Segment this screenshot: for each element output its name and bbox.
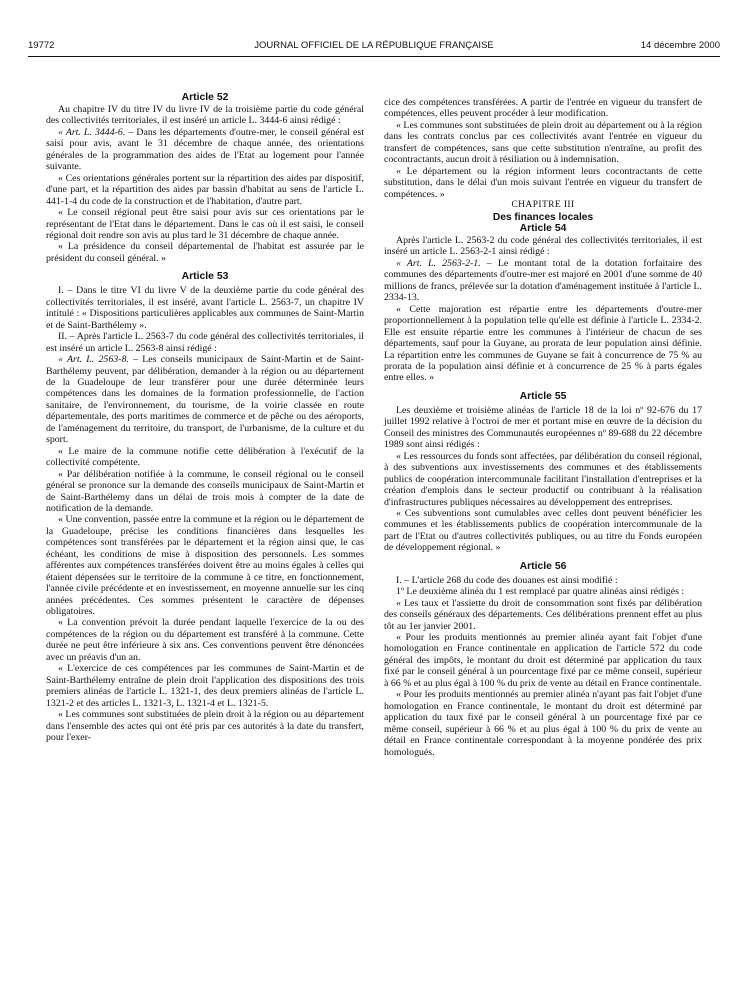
continued-paragraph: cice des compétences transférées. A partir de l'entrée en vigueur du transfert de compétences, elles peuvent procéder à leur modification. (384, 97, 702, 120)
article-56-paragraph: I. – L'article 268 du code des douanes est ainsi modifié : (396, 574, 618, 586)
article-53-paragraph: « Les communes sont substituées de plein droit au département ou à la région dans les contrats conclus par ces collectivités avant l'entrée en vigueur du transfert de compétences, sans que cette substitution n'entraîne, au profit des cocontractants, aucun droit à résiliation ou à indemnisation. (384, 119, 702, 166)
right-column (384, 97, 702, 758)
article-52-title: Article 52 (181, 92, 229, 103)
article-53-paragraph: II. – Après l'article L. 2563-7 du code général des collectivités territoriales, il est inséré un article L. 2563-8 ainsi rédigé : (46, 331, 364, 354)
header-rule (28, 56, 720, 57)
page-header (28, 40, 720, 56)
issue-date: 14 décembre 2000 (640, 40, 720, 51)
article-54-paragraph: Après l'article L. 2563-2 du code général des collectivités territoriales, il est inséré un article L. 2563-2-1 ainsi rédigé : (384, 234, 702, 258)
article-54-title: Article 54 (519, 222, 567, 234)
article-55-title: Article 55 (519, 390, 567, 402)
article-56-paragraph: 1º Le deuxième alinéa du 1 est remplacé par quatre alinéas ainsi rédigés : (396, 586, 685, 598)
article-54-paragraph (384, 258, 702, 304)
article-56-paragraph: « Pour les produits mentionnés au premier alinéa n'ayant pas fait l'objet d'une homologation en France continentale, le montant du droit est déterminé par application du taux fixé par le conseil général à un pourcentage fixé par ce même conseil, supérieur à 66 % et au plus égal à 100 % du prix de vente au détail en France continentale correspondant à la moyenne pondérée des prix homologués. (384, 689, 702, 758)
article-56-paragraph: « Pour les produits mentionnés au premier alinéa ayant fait l'objet d'une homologation en France continentale en application de l'article 572 du code général des impôts, le montant du droit est déterminé par application du taux fixé par le conseil général à un pourcentage fixé par ce même conseil, supérieur à 66 % et au plus égal à 100 % du prix de vente au détail en France continentale. (384, 632, 702, 689)
article-52-paragraph: « Ces orientations générales portent sur la répartition des aides par dispositif, d'une part, et la répartition des aides par bassin d'habitat au sens de l'article L. 441-1-4 du code de la construction et de l'habitation, d'autre part. (46, 172, 364, 207)
article-53-title: Article 53 (181, 271, 229, 283)
page-number: 19772 (28, 40, 55, 51)
article-53-paragraph (46, 354, 364, 446)
article-reference: « Art. L. 3444-6. (58, 126, 126, 138)
article-53-paragraph: « L'exercice de ces compétences par les communes de Saint-Martin et de Saint-Barthélemy entraîne de plein droit l'application des dispositions des trois premiers alinéas de l'article L. 1321-1, des deux premiers alinéas de l'article L. 1321-2 et des articles L. 1321-3, L. 1321-4 et L. 1321-5. (46, 663, 364, 709)
paragraph-text: – Le montant total de la dotation forfaitaire des communes des départements d'outre-mer est majoré en 2001 d'une somme de 40 millions de francs, prélevée sur la dotation d'aménagement instituée à l'article L. 2334-13. (384, 257, 702, 304)
article-52-paragraph: Au chapitre IV du titre IV du livre IV de la troisième partie du code général des collectivités territoriales, il est inséré un article L. 3444-6 ainsi rédigé : (46, 104, 364, 127)
article-56-title: Article 56 (519, 560, 567, 572)
article-53-paragraph: « Une convention, passée entre la commune et la région ou le département de la Guadeloupe, précise les conditions financières dans lesquelles les compétences sont transférées par le département et la région ainsi que, le cas échéant, les conditions de mise à disposition des personnels. Les sommes afférentes aux compétences transférées doivent être au moins égales à celles qui étaient dépensées sur le territoire de la commune à ce titre, en fonctionnement, l'année civile précédente et en investissement, en moyenne annuelle sur les cinq années précédentes. Ces sommes présentent le caractère de dépenses obligatoires. (46, 514, 364, 618)
article-53-paragraph: « Le département ou la région informent leurs cocontractants de cette substitution, dans le délai d'un mois suivant l'entrée en vigueur du transfert de compétences. » (384, 165, 702, 200)
article-52-paragraph: « La présidence du conseil départemental de l'habitat est assurée par le président du conseil général. » (46, 241, 364, 264)
chapter-label: CHAPITRE III (511, 200, 575, 211)
article-52-paragraph: « Le conseil régional peut être saisi pour avis sur ces orientations par le représentant de l'Etat dans le département. Dans le cas où il est saisi, le conseil régional doit rendre son avis au plus tard le 31 décembre de chaque année. (46, 207, 364, 241)
article-55-paragraph: « Ces subventions sont cumulables avec celles dont peuvent bénéficier les communes et les établissements publics de coopération intercommunale de la part de l'Etat ou d'autres collectivités publiques, ou au titre du Fonds européen de développement régional. » (384, 507, 702, 554)
left-column (46, 92, 364, 743)
paragraph-text: – Dans les départements d'outre-mer, le conseil général est saisi pour avis, avant le 31 décembre de chaque année, des orientations générales de la programmation des aides de l'Etat au logement pour l'année suivante. (46, 126, 364, 173)
paragraph-text: – Les conseils municipaux de Saint-Martin et de Saint-Barthélemy peuvent, par délibération, demander à la région ou au département de la Guadeloupe de leur transférer pour une durée déterminée leurs compétences dans les domaines de la formation professionnelle, de l'action sanitaire, de l'environnement, du tourisme, de la voirie classée en route départementale, des ports maritimes de commerce et de pêche ou des aéroports, de l'aménagement du territoire, du transport, de l'urbanisme, de la culture et du sport. (46, 354, 364, 446)
article-53-paragraph: « La convention prévoit la durée pendant laquelle l'exercice de la ou des compétences de la région ou du département est transféré à la commune. Cette durée ne peut être inférieure à six ans. Ces conventions peuvent être dénoncées avec un préavis d'un an. (46, 617, 364, 663)
article-56-paragraph: « Les taux et l'assiette du droit de consommation sont fixés par délibération des conseils généraux des départements. Ces délibérations prennent effet au plus tôt au 1er janvier 2001. (384, 597, 702, 632)
article-53-paragraph: « Par délibération notifiée à la commune, le conseil régional ou le conseil général se prononce sur la demande des conseils municipaux de Saint-Martin et de Saint-Barthélemy dans un délai de trois mois à compter de la date de notification de la demande. (46, 468, 364, 514)
article-53-paragraph: I. – Dans le titre VI du livre V de la deuxième partie du code général des collectivités territoriales, il est inséré, avant l'article L. 2563-7, un chapitre IV intitulé : « Dispositions particulières applicables aux communes de Saint-Martin et de Saint-Barthélemy ». (46, 285, 364, 331)
article-reference: « Art. L. 2563-8. (58, 354, 129, 366)
article-53-paragraph: « Les communes sont substituées de plein droit à la région ou au département dans l'ensemble des actes qui ont été pris par ces autorités à la date du transfert, pour l'exer- (46, 709, 364, 744)
article-52-paragraph (46, 127, 364, 173)
chapter-title: Des finances locales (492, 211, 594, 223)
article-55-paragraph: Les deuxième et troisième alinéas de l'article 18 de la loi nº 92-676 du 17 juillet 1992 relative à l'octroi de mer et portant mise en œuvre de la décision du Conseil des ministres des Communautés européennes nº 89-688 du 22 décembre 1989 sont ainsi rédigés : (384, 404, 702, 451)
article-reference: « Art. L. 2563-2-1. (396, 257, 481, 269)
article-54-paragraph: « Cette majoration est répartie entre les départements d'outre-mer proportionnellement à la population telle qu'elle est définie à l'article L. 2334-2. Elle est ensuite répartie entre les communes à l'intérieur de chacun de ses départements, sauf pour la Guyane, au prorata de leur population ainsi définie. La répartition entre les communes de Guyane se fait à concurrence de 75 % au prorata de la population ainsi définie et à concurrence de 25 % à parts égales entre elles. » (384, 303, 702, 384)
article-55-paragraph: « Les ressources du fonds sont affectées, par délibération du conseil régional, à des subventions aux investissements des communes et des établissements publics de coopération intercommunale facilitant l'installation d'entreprises et la création d'emplois dans le secteur productif ou contribuant à la réalisation d'infrastructures publiques nécessaires au développement des entreprises. (384, 450, 702, 508)
journal-title: JOURNAL OFFICIEL DE LA RÉPUBLIQUE FRANÇAISE (254, 40, 494, 51)
article-53-paragraph: « Le maire de la commune notifie cette délibération à l'exécutif de la collectivité compétente. (46, 445, 364, 469)
